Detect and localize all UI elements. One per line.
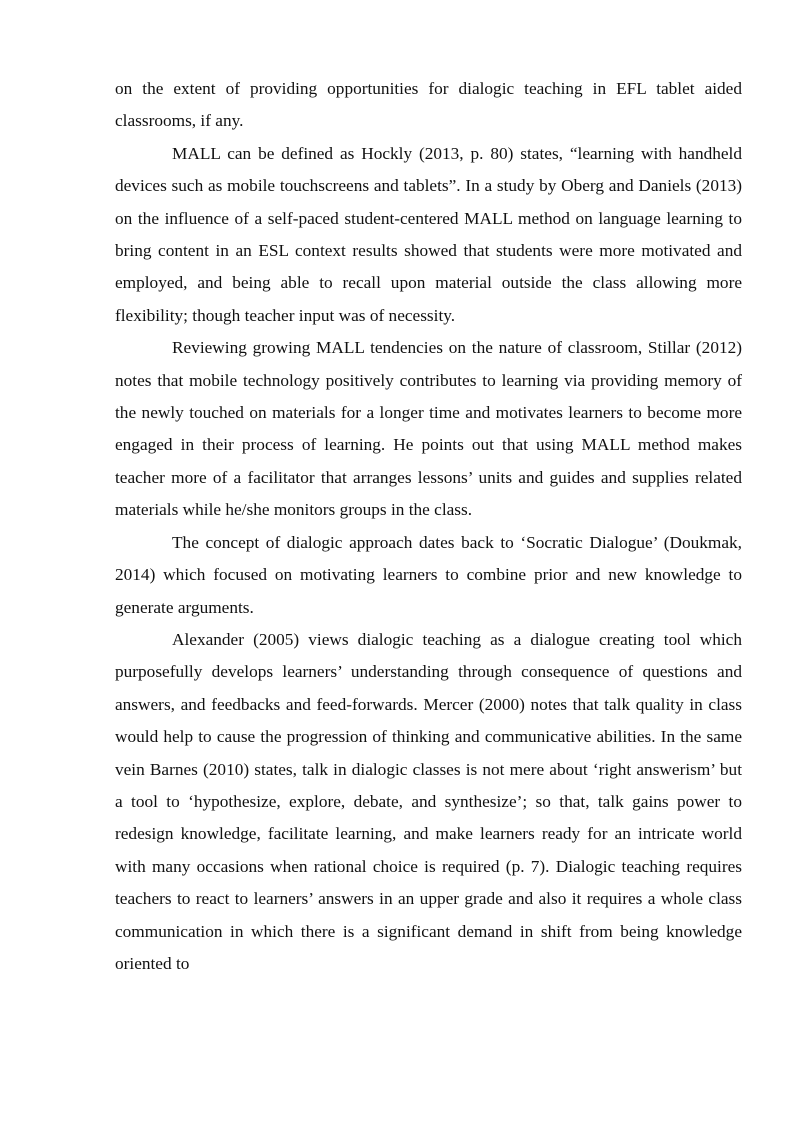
- paragraph-mall-tendencies: Reviewing growing MALL tendencies on the nature of classroom, Stillar (2012) notes that mobile technology positively contributes to learning via providing memory of the newly touched on materials for a longer time and motivates learners to become more engaged in their process of learning. He points out that using MALL method makes teacher more of a facilitator that arranges lessons’ units and guides and supplies related materials while he/she monitors groups in the class.: [115, 338, 742, 520]
- body-text: [115, 73, 742, 980]
- paragraph-mall-definition: MALL can be defined as Hockly (2013, p. 80) states, “learning with handheld devices such as mobile touchscreens and tablets”. In a study by Oberg and Daniels (2013) on the influence of a self-paced student-centered MALL method on language learning to bring content in an ESL context results showed that students were more motivated and employed, and being able to recall upon material outside the class allowing more flexibility; though teacher input was of necessity.: [115, 143, 742, 325]
- paragraph-dialogic-teaching: Alexander (2005) views dialogic teaching as a dialogue creating tool which purposefully develops learners’ understanding through consequence of questions and answers, and feedbacks and feed-forwards. Mercer (2000) notes that talk quality in class would help to cause the progression of thinking and communicative abilities. In the same vein Barnes (2010) states, talk in dialogic classes is not mere about ‘right answerism’ but a tool to ‘hypothesize, explore, debate, and synthesize’; so that, talk gains power to redesign knowledge, facilitate learning, and make learners ready for an intricate world with many occasions when rational choice is required (p. 7). Dialogic teaching requires teachers to react to learners’ answers in an upper grade and also it requires a whole class communication in which there is a significant demand in shift from being knowledge oriented to: [115, 629, 742, 973]
- paragraph-dialogic-approach: The concept of dialogic approach dates back to ‘Socratic Dialogue’ (Doukmak, 2014) which focused on motivating learners to combine prior and new knowledge to generate arguments.: [115, 532, 742, 617]
- paragraph-continuation: on the extent of providing opportunities for dialogic teaching in EFL tablet aided classrooms, if any.: [115, 79, 742, 131]
